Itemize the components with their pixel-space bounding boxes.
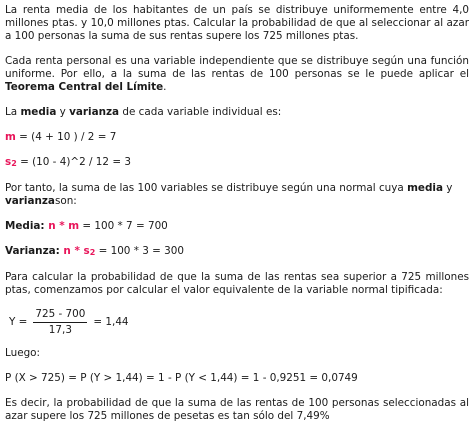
sum-intro: Por tanto, la suma de las 100 variables se distribuye según una normal cuya media y varianzason: [5, 182, 453, 207]
problem-statement: La renta media de los habitantes de un país se distribuye uniformemente entre 4,0 millones ptas. y 10,0 millones ptas. Calcular la probabilidad de que al seleccionar al azar a 100 personas la suma de sus rentas supere los 725 millones ptas. [5, 4, 469, 42]
standardization-formula: Y = $\frac{725 - 700}{17,3}$ = 1,44 [9, 307, 129, 336]
formula-denominator: 17,3 [48, 323, 72, 336]
mean-symbol: m [5, 131, 16, 143]
explanation-paragraph: Cada renta personal es una variable independiente que se distribuye según una función uniforme. Por ello, a la suma de las rentas de 100 personas se le puede aplicar el Teorema Central del Límite. [5, 55, 469, 93]
individual-intro: La media y varianza de cada variable individual es: [5, 106, 282, 118]
mean-equation: m = (4 + 10 ) / 2 = 7 [5, 131, 117, 143]
sigma-symbol: s [5, 156, 12, 168]
luego-label: Luego: [5, 347, 41, 359]
standardization-intro: Para calcular la probabilidad de que la suma de las rentas sea superior a 725 millones ptas, comenzamos por calcular el valor equivalente de la variable normal tipificada: [5, 271, 469, 296]
theorem-name: Teorema Central del Límite [5, 81, 164, 93]
conclusion-paragraph: Es decir, la probabilidad de que la suma de las rentas de 100 personas seleccionadas al azar supere los 725 millones de pesetas es tan sólo del 7,49% [5, 397, 469, 422]
formula-fraction [33, 308, 87, 337]
probability-result: P (X > 725) = P (Y > 1,44) = 1 - P (Y < 1,44) = 1 - 0,9251 = 0,0749 [5, 372, 358, 384]
sum-variance-line: Varianza: n * s2 = 100 * 3 = 300 [5, 245, 184, 257]
variance-equation: s2 = (10 - 4)^2 / 12 = 3 [5, 156, 131, 168]
formula-numerator: 725 - 700 [33, 308, 87, 323]
sum-mean-line: Media: n * m = 100 * 7 = 700 [5, 220, 168, 232]
